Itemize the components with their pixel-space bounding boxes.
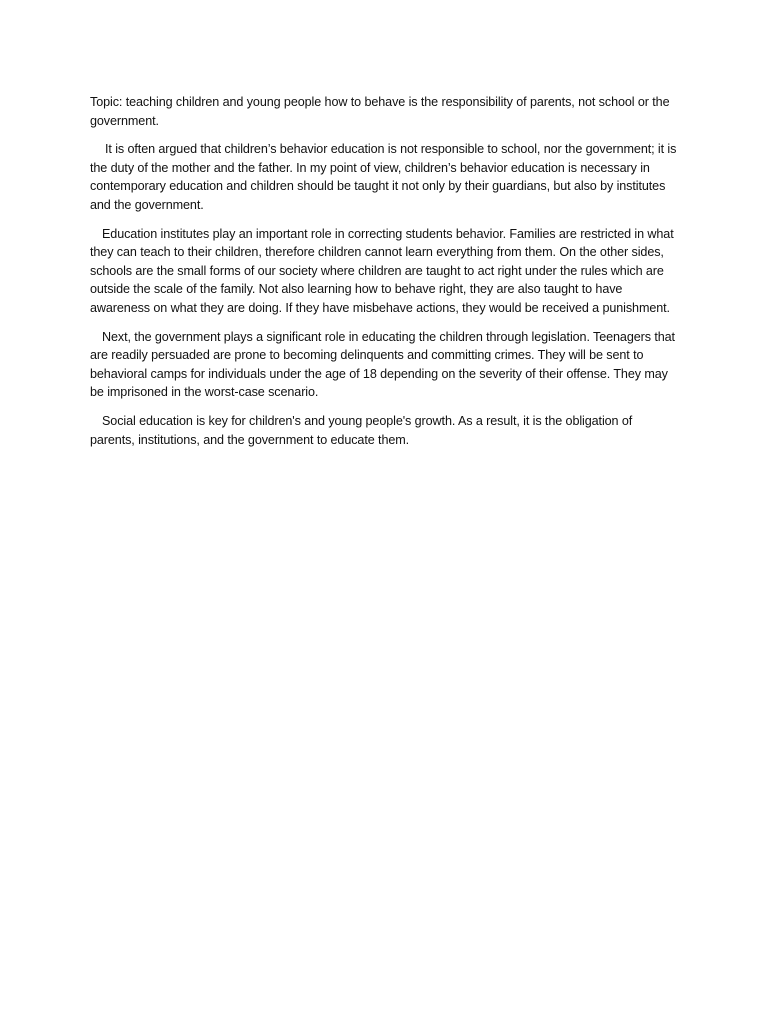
paragraph-introduction: It is often argued that children’s behavior education is not responsible to school, nor the government; it is the duty of the mother and the father. In my point of view, children’s behavior education is necessary in contemporary education and children should be taught it not only by their guardians, but also by institutes and the government. bbox=[90, 142, 677, 212]
essay-topic: Topic: teaching children and young people how to behave is the responsibility of parents, not school or the government. bbox=[90, 95, 670, 128]
essay-body bbox=[90, 93, 680, 459]
paragraph-schools: Education institutes play an important role in correcting students behavior. Families are restricted in what they can teach to their children, therefore children cannot learn everything from them. On the other sides, schools are the small forms of our society where children are taught to act right under the rules which are outside the scale of the family. Not also learning how to behave right, they are also taught to have awareness on what they are doing. If they have misbehave actions, they would be received a punishment. bbox=[90, 226, 674, 315]
paragraph-government: Next, the government plays a significant role in educating the children through legislation. Teenagers that are readily persuaded are prone to becoming delinquents and committing crimes. They will be sent to behavioral camps for individuals under the age of 18 depending on the severity of their offense. They may be imprisoned in the worst-case scenario. bbox=[90, 329, 675, 400]
paragraph-conclusion: Social education is key for children's and young people's growth. As a result, it is the obligation of parents, institutions, and the government to educate them. bbox=[90, 413, 633, 447]
